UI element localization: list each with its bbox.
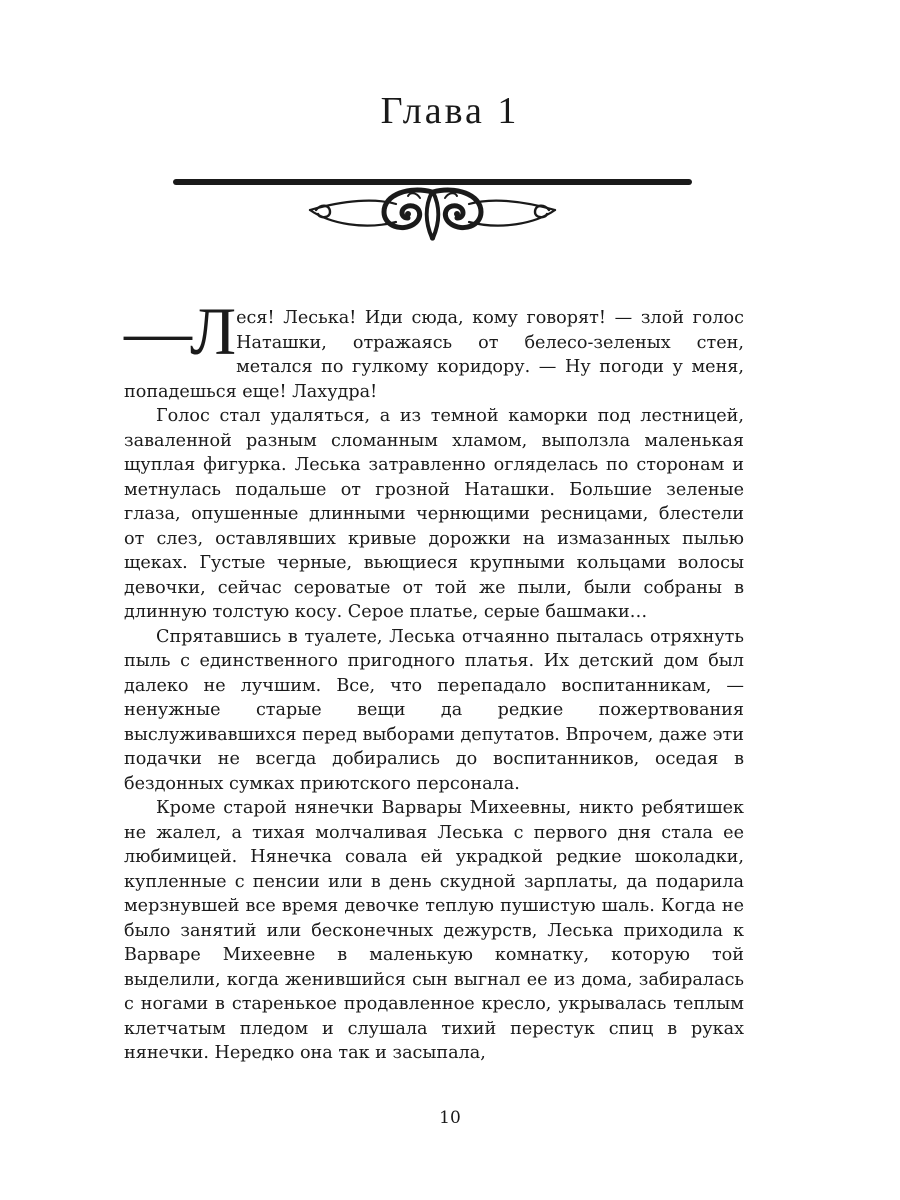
- page-number: 10: [439, 1108, 461, 1128]
- chapter-title: Глава 1: [380, 90, 520, 132]
- paragraph-4: Кроме старой нянечки Варвары Михеевны, никто ребятишек не жалел, а тихая молчаливая Леська с первого дня стала ее любимицей. Нянечка совала ей украдкой редкие шоколадки, купленные с пенсии или в день скудной зарплаты, да подарила мерзнувшей все время девочке теплую пушистую шаль. Когда не было занятий или бесконечных дежурств, Леська приходила к Варваре Михеевне в маленькую комнатку, которую той выделили, когда женившийся сын выгнал ее из дома, забиралась с ногами в старенькое продавленное кресло, укрывалась теплым клетчатым пледом и слушала тихий перестук спиц в руках нянечки. Нередко она так и засыпала,: [124, 798, 744, 1063]
- paragraph-2: Голос стал удаляться, а из темной каморки под лестницей, заваленной разным сломанным хламом, выползла маленькая щуплая фигурка. Леська затравленно огляделась по сторонам и метнулась подальше от грозной Наташки. Большие зеленые глаза, опушенные длинными чернющими ресницами, блестели от слез, оставлявших кривые дорожки на измазанных пылью щеках. Густые черные, вьющиеся крупными кольцами волосы девочки, сейчас сероватые от той же пыли, были собраны в длинную толстую косу. Серое платье, серые башмаки…: [124, 406, 744, 622]
- paragraph-1: [124, 293, 744, 404]
- drop-cap: —Л: [124, 293, 235, 369]
- chapter-text: [124, 293, 744, 1066]
- paragraph-1-text: еся! Леська! Иди сюда, кому говорят! — злой голос Наташки, отражаясь от белесо-зеленых стен, метался по гулкому коридору. — Ну погоди у меня, попадешься еще! Лахудра!: [124, 308, 744, 402]
- flourish-divider-icon: [170, 172, 695, 244]
- paragraph-3: Спрятавшись в туалете, Леська отчаянно пыталась отряхнуть пыль с единственного пригодного платья. Их детский дом был далеко не лучшим. Все, что перепадало воспитанникам, — ненужные старые вещи да редкие пожертвования выслуживавшихся перед выборами депутатов. Впрочем, даже эти подачки не всегда добирались до воспитанников, оседая в бездонных сумках приютского персонала.: [124, 626, 744, 794]
